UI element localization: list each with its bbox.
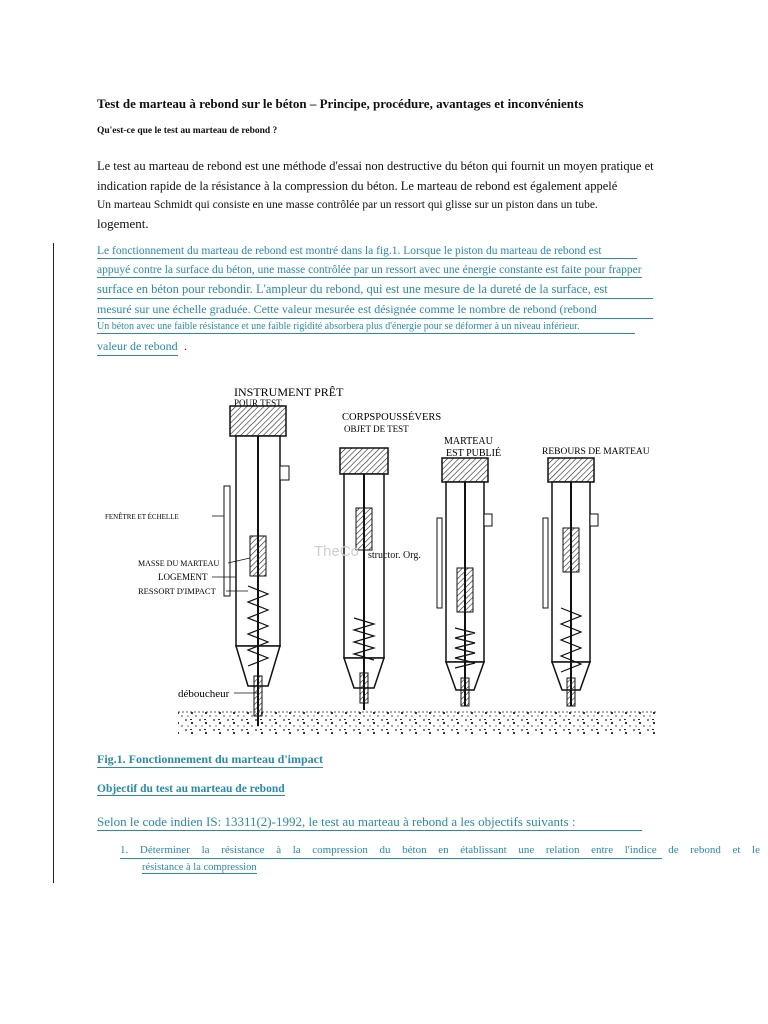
paragraph-link-line[interactable]: Le fonctionnement du marteau de rebond est montré dans la fig.1. Lorsque le piston du marteau de rebond est — [97, 245, 637, 259]
intro-paragraph — [97, 156, 697, 234]
objective-heading[interactable]: Objectif du test au marteau de rebond — [97, 783, 285, 795]
watermark-suffix: structor. Org. — [368, 550, 421, 561]
figure-caption[interactable]: Fig.1. Fonctionnement du marteau d'impact — [97, 752, 323, 766]
hammer-body-pushed — [340, 448, 388, 710]
label-rebound: REBOURS DE MARTEAU — [542, 447, 650, 457]
section-heading: Qu'est-ce que le test au marteau de rebond ? — [97, 126, 278, 136]
intro-line: Un marteau Schmidt qui consiste en une masse contrôlée par un ressort qui glisse sur un piston dans un tube. — [97, 199, 598, 211]
list-item-continuation[interactable]: résistance à la compression — [142, 862, 257, 873]
change-bar — [53, 243, 54, 883]
concrete-surface — [178, 712, 656, 734]
label-mass: MASSE DU MARTEAU — [138, 559, 220, 568]
code-reference-line[interactable]: Selon le code indien IS: 13311(2)-1992, le test au marteau à rebond a les objectifs suivants : — [97, 814, 642, 831]
label-housing: LOGEMENT — [158, 572, 208, 582]
label-released-2: EST PUBLIÉ — [446, 448, 502, 459]
watermark-prefix: TheCo — [314, 543, 360, 560]
label-body: CORPSPOUSSÉVERS — [342, 412, 442, 423]
label-ready-2: POUR TEST — [234, 398, 282, 408]
label-ready: INSTRUMENT PRÊT — [234, 385, 344, 399]
hammer-ready — [224, 406, 289, 726]
intro-line: logement. — [97, 216, 149, 231]
paragraph-link-line[interactable]: valeur de rebond — [97, 339, 178, 356]
paragraph-link-line[interactable]: Un béton avec une faible résistance et une faible rigidité absorbera plus d'énergie pour se déformer à un niveau inférieur. — [97, 321, 635, 334]
intro-line: Le test au marteau de rebond est une méthode d'essai non destructive du béton qui fournit un moyen pratique et — [97, 159, 654, 173]
label-body-2: OBJET DE TEST — [344, 424, 409, 434]
hammer-rebound — [543, 458, 598, 706]
period: . — [184, 339, 187, 353]
rebound-hammer-figure — [100, 378, 660, 738]
label-released: MARTEAU — [444, 436, 493, 447]
paragraph-link-line[interactable]: appuyé contre la surface du béton, une masse contrôlée par un ressort avec une énergie constante est faite pour frapper — [97, 264, 642, 276]
list-item[interactable]: 1. Déterminer la résistance à la compression du béton en établissant une relation entre l'indice de rebond et le — [120, 844, 760, 856]
page-title: Test de marteau à rebond sur le béton – Principe, procédure, avantages et inconvénients — [97, 96, 584, 111]
paragraph-link-line[interactable]: surface en béton pour rebondir. L'ampleur du rebond, qui est une mesure de la dureté de la surface, est — [97, 282, 653, 299]
list-item-underline — [120, 858, 662, 859]
intro-line: indication rapide de la résistance à la compression du béton. Le marteau de rebond est également appelé — [97, 179, 618, 193]
label-window: FENÊTRE ET ÉCHELLE — [105, 513, 179, 521]
label-spring: RESSORT D'IMPACT — [138, 586, 216, 596]
label-plunger: déboucheur — [178, 688, 230, 700]
hammer-released — [437, 458, 492, 706]
paragraph-link-line[interactable]: mesuré sur une échelle graduée. Cette valeur mesurée est désignée comme le nombre de rebond (rebond — [97, 302, 653, 319]
